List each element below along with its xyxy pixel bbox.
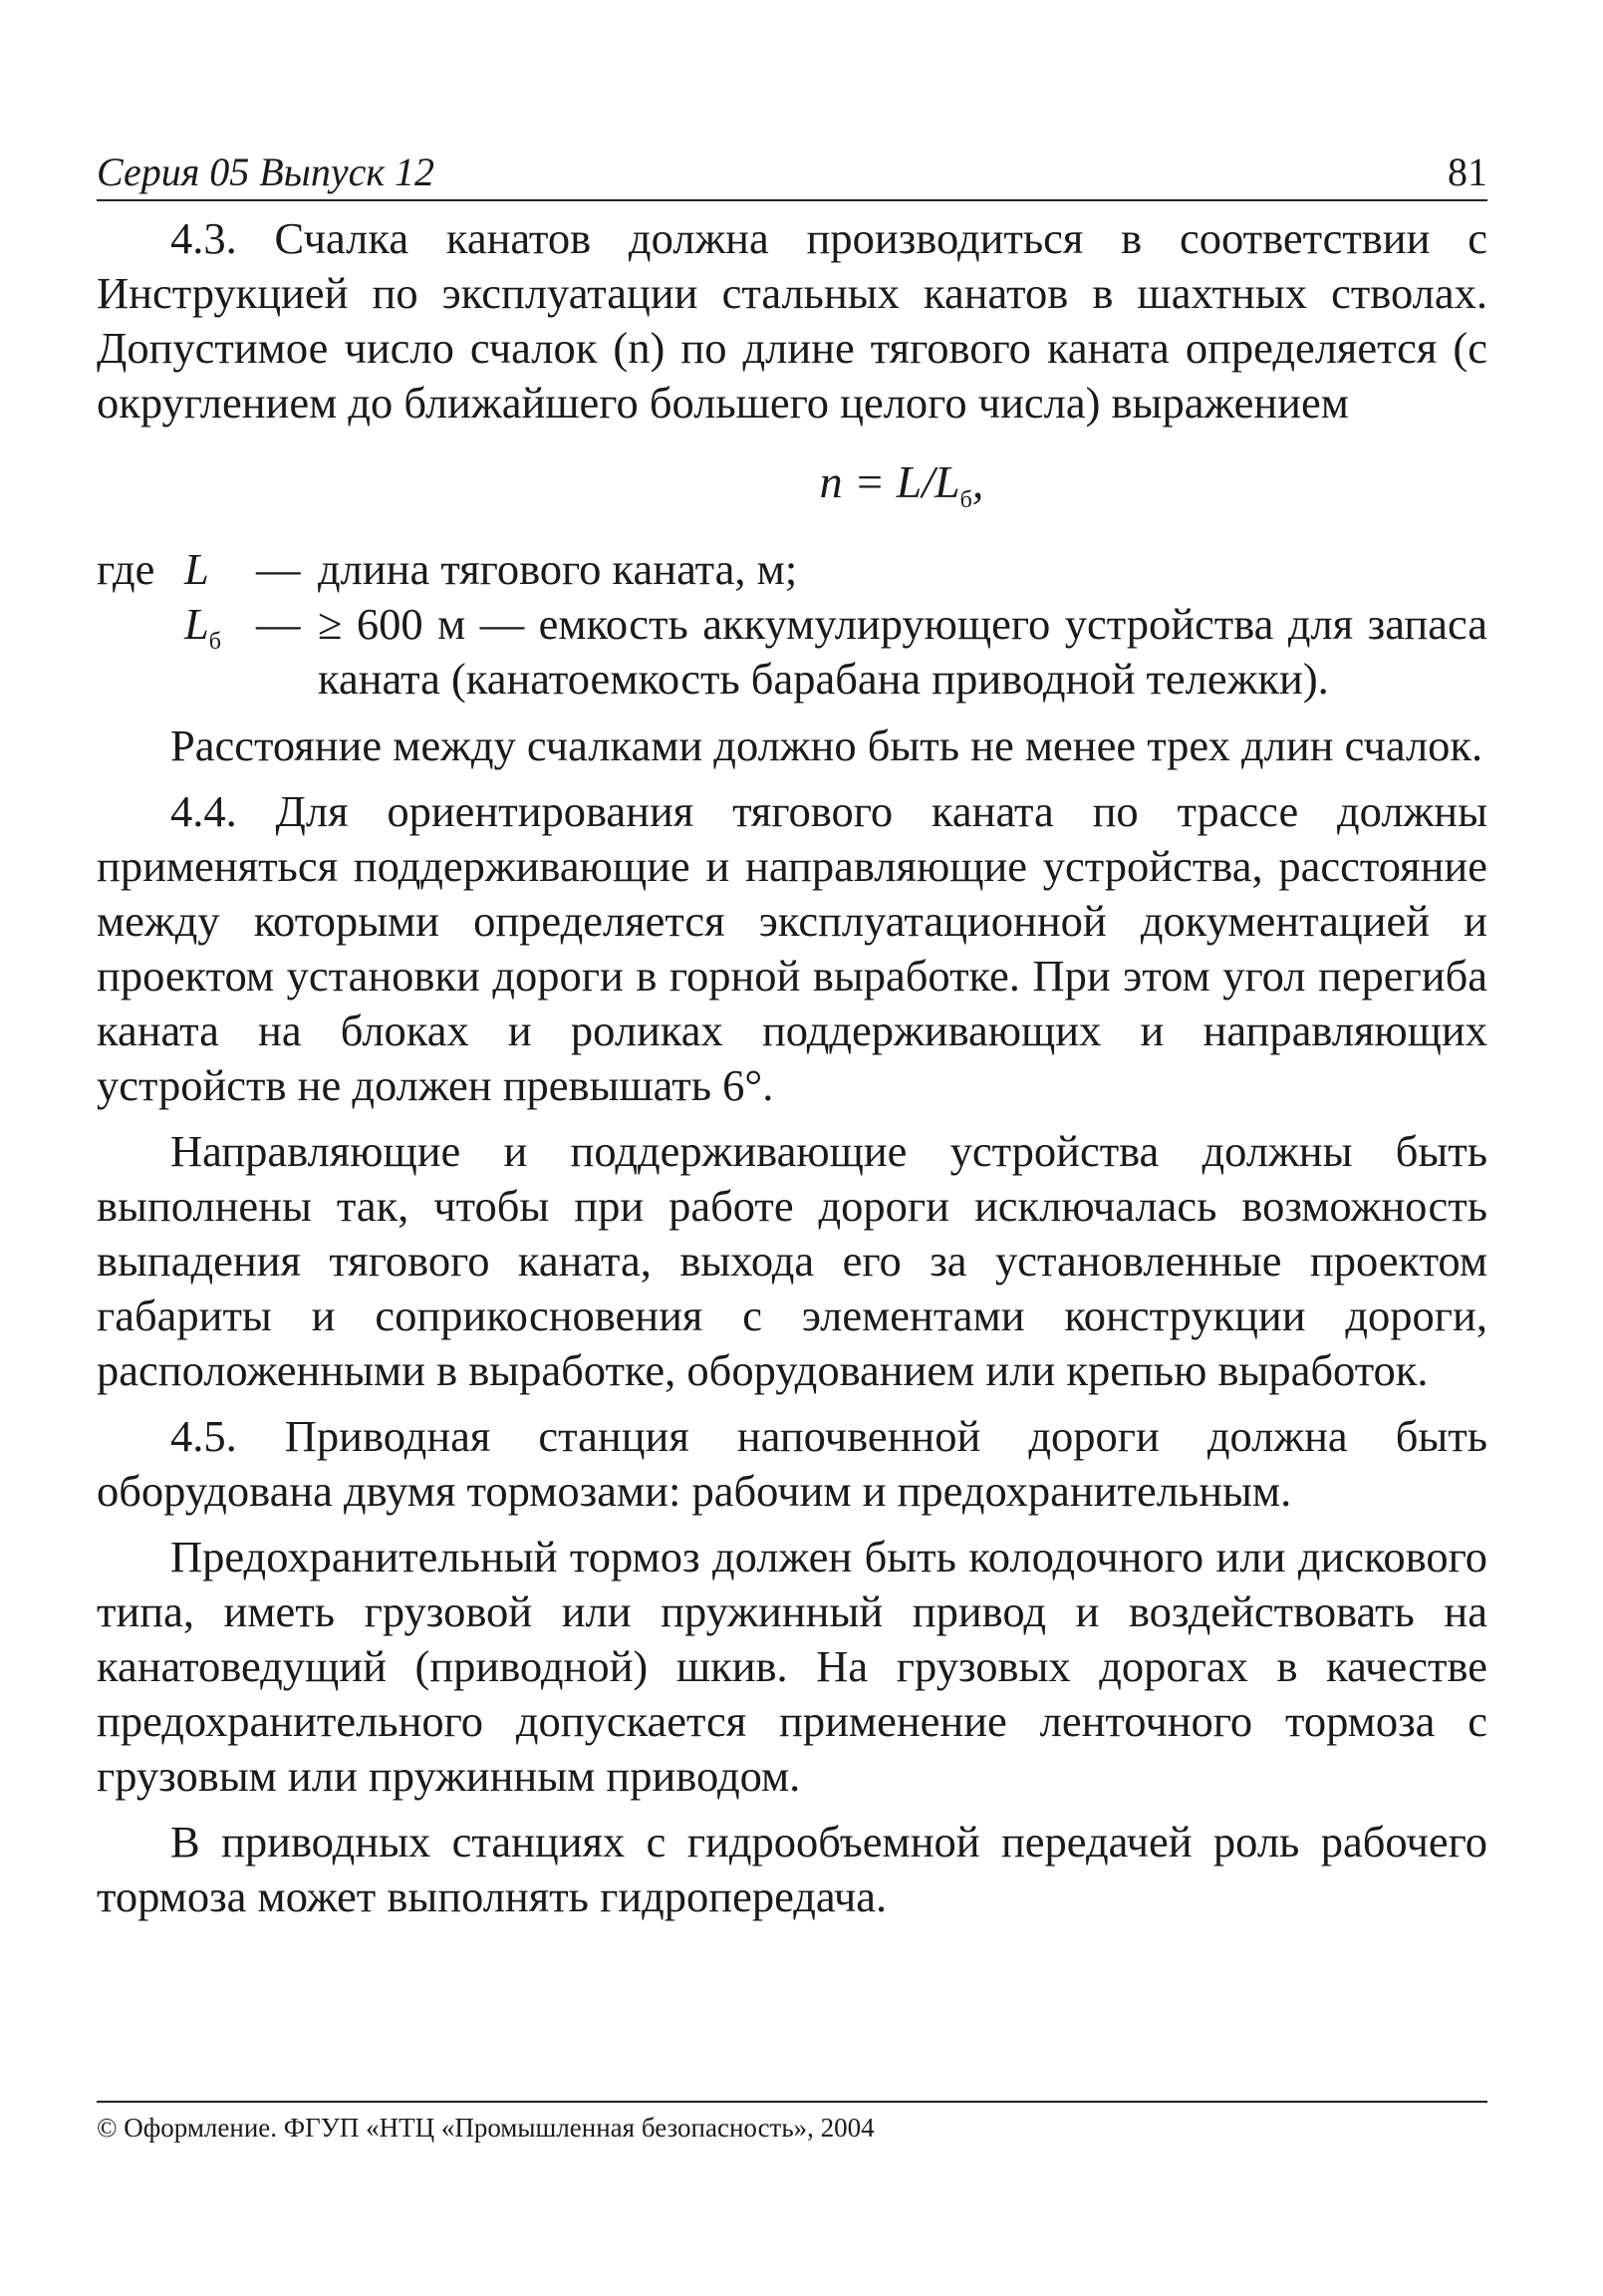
running-header — [97, 149, 1487, 201]
paragraph-safety-brake: Предохранительный тормоз должен быть колодочного или дискового типа, иметь грузовой или пружинный привод и воздействовать на канатоведущий (приводной) шкив. На грузовых дорогах в качестве предохранительного допускается применение ленточного тормоза с грузовым или пружинным приводом. — [97, 1532, 1487, 1802]
definition-dash: — — [256, 599, 301, 650]
symbol-subscript: б — [208, 629, 221, 656]
paragraph-4-4: 4.4. Для ориентирования тягового каната по трассе должны применяться поддерживающие и направляющие устройства, расстояние между которыми определяется эксплуатационной документацией и проектом установки дороги в горной выработке. При этом угол перегиба каната на блоках и роликах поддерживающих и направляющих устройств не должен превышать 6°. — [97, 786, 1487, 1111]
definition-row — [97, 542, 1487, 597]
where-label: где — [97, 544, 155, 595]
definition-dash: — — [256, 544, 301, 595]
paragraph-splice-distance: Расстояние между счалками должно быть не менее трех длин счалок. — [170, 720, 1483, 771]
paragraph-4-5: 4.5. Приводная станция напочвенной дороги должна быть оборудована двумя тормозами: рабочим и предохранительным. — [97, 1411, 1487, 1517]
body-text — [97, 211, 1487, 1935]
paragraph-4-3: 4.3. Счалка канатов должна производиться в соответствии с Инструкцией по эксплуатации стальных канатов в шахтных стволах. Допустимое число счалок (n) по длине тягового каната определяется (с округлением до ближайшего большего целого числа) выражением — [97, 213, 1487, 428]
definition-symbol — [184, 597, 256, 670]
paragraph-hydraulic: В приводных станциях с гидрообъемной передачей роль рабочего тормоза может выполнять гидропередача. — [97, 1817, 1487, 1922]
formula-lhs: n = L/L — [819, 456, 960, 507]
symbol-base: L — [184, 599, 209, 650]
formula-tail: , — [971, 456, 984, 507]
definition-symbol: L — [184, 544, 209, 595]
definition-row — [97, 597, 1487, 707]
series-title: Серия 05 Выпуск 12 — [97, 149, 435, 194]
paragraph-guide-devices: Направляющие и поддерживающие устройства должны быть выполнены так, чтобы при работе дороги исключалась возможность выпадения тягового каната, выхода его за установленные проектом габариты и соприкосновения с элементами конструкции дороги, расположенными в выработке, оборудованием или крепью выработок. — [97, 1126, 1487, 1396]
formula — [97, 454, 1487, 528]
footer-copyright: © Оформление. ФГУП «НТЦ «Промышленная безопасность», 2004 — [97, 2101, 1487, 2144]
definitions — [97, 542, 1487, 707]
definition-text: ≥ 600 м — емкость аккумулирующего устройства для запаса каната (канатоемкость барабана приводной тележки). — [318, 599, 1487, 705]
formula-subscript: б — [959, 487, 972, 514]
page-number: 81 — [1448, 149, 1487, 194]
definition-text: длина тягового каната, м; — [318, 544, 798, 595]
